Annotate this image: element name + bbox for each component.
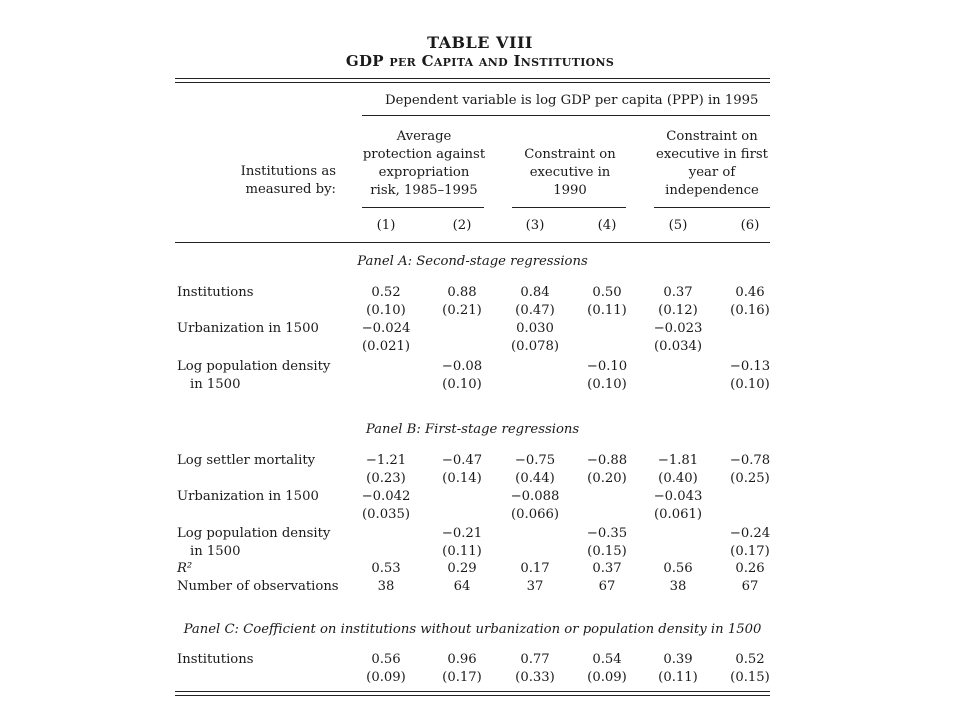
table-title: TABLE VIII: [427, 33, 533, 52]
panel_b-row-7-label: Number of observations: [177, 579, 339, 594]
panel_b-row-1-col-3: (0.44): [515, 471, 555, 486]
panel_a-row-1-col-5: (0.12): [658, 303, 698, 318]
panel_b-row-1-col-1: (0.23): [366, 471, 406, 486]
group-header-2-line1: Constraint on: [524, 147, 616, 162]
panel_a-row-1-col-6: (0.16): [730, 303, 770, 318]
panel_b-row-0-col-5: −1.81: [657, 453, 699, 468]
panel_c-row-1-col-2: (0.17): [442, 670, 482, 685]
panel_b-row-6-col-1: 0.53: [371, 561, 401, 576]
column-number-5: (5): [668, 218, 688, 233]
panel-b-title: Panel B: First-stage regressions: [365, 422, 580, 437]
panel_b-row-1-col-6: (0.25): [730, 471, 770, 486]
column-number-2: (2): [452, 218, 472, 233]
panel_b-row-4-label: Log population density: [177, 526, 331, 541]
panel_b-row-5-col-6: (0.17): [730, 544, 770, 559]
institutions-label-line1: Institutions as: [240, 164, 336, 179]
panel_b-row-7-col-5: 38: [669, 579, 687, 594]
panel_c-row-1-col-6: (0.15): [730, 670, 770, 685]
group-header-1-line2: protection against: [362, 147, 486, 162]
panel_a-row-0-col-1: 0.52: [371, 285, 401, 300]
panel_c-row-0-col-5: 0.39: [663, 652, 693, 667]
group-header-1-line3: expropriation: [378, 165, 470, 180]
panel_b-row-0-label: Log settler mortality: [177, 453, 316, 468]
bottom-rule-1: [175, 691, 770, 692]
panel_c-row-0-col-6: 0.52: [735, 652, 765, 667]
panel_a-row-2-col-1: −0.024: [361, 321, 411, 336]
column-number-1: (1): [376, 218, 396, 233]
panel_b-row-1-col-2: (0.14): [442, 471, 482, 486]
panel_a-row-5-label: in 1500: [190, 377, 241, 392]
panel_a-row-0-label: Institutions: [177, 285, 254, 300]
panel-c-title: Panel C: Coefficient on institutions without urbanization or population density in 1500: [183, 622, 762, 637]
panel_c-row-0-col-3: 0.77: [520, 652, 550, 667]
panel_b-row-7-col-6: 67: [741, 579, 759, 594]
panel_c-row-1-col-1: (0.09): [366, 670, 406, 685]
panel_a-row-0-col-6: 0.46: [735, 285, 765, 300]
table-subtitle: GDP per Capita and Institutions: [345, 52, 615, 70]
panel_b-row-4-col-6: −0.24: [729, 526, 771, 541]
panel_a-row-2-col-3: 0.030: [516, 321, 554, 336]
bottom-rule-2: [175, 695, 770, 696]
panel_b-row-1-col-5: (0.40): [658, 471, 698, 486]
panel_a-row-1-col-4: (0.11): [587, 303, 627, 318]
panel_a-row-2-label: Urbanization in 1500: [177, 321, 319, 336]
panel_b-row-3-col-3: (0.066): [510, 507, 560, 522]
dependent-variable-rule: [362, 115, 770, 116]
panel_a-row-5-col-2: (0.10): [442, 377, 482, 392]
panel_b-row-7-col-3: 37: [526, 579, 544, 594]
panel_a-row-4-label: Log population density: [177, 359, 331, 374]
group-header-1-rule: [362, 207, 484, 208]
column-number-3: (3): [525, 218, 545, 233]
panel_a-row-3-col-5: (0.034): [653, 339, 703, 354]
panel_c-row-1-col-4: (0.09): [587, 670, 627, 685]
panel_b-row-0-col-4: −0.88: [586, 453, 628, 468]
panel_b-row-7-col-4: 67: [598, 579, 616, 594]
panel_b-row-6-col-5: 0.56: [663, 561, 693, 576]
group-header-2-line2: executive in: [529, 165, 611, 180]
panel_a-row-0-col-4: 0.50: [592, 285, 622, 300]
top-rule-2: [175, 82, 770, 83]
panel_a-row-4-col-4: −0.10: [586, 359, 628, 374]
panel_a-row-5-col-4: (0.10): [587, 377, 627, 392]
panel_b-row-7-col-1: 38: [377, 579, 395, 594]
panel_a-row-2-col-5: −0.023: [653, 321, 703, 336]
panel_a-row-3-col-3: (0.078): [510, 339, 560, 354]
panel_a-row-3-col-1: (0.021): [361, 339, 411, 354]
top-rule-1: [175, 78, 770, 79]
column-number-4: (4): [597, 218, 617, 233]
panel_a-row-0-col-3: 0.84: [520, 285, 550, 300]
dependent-variable-label: Dependent variable is log GDP per capita (PPP) in 1995: [385, 93, 759, 108]
column-number-6: (6): [740, 218, 760, 233]
panel_c-row-0-label: Institutions: [177, 652, 254, 667]
panel_a-row-1-col-3: (0.47): [515, 303, 555, 318]
institutions-label-line2: measured by:: [245, 182, 336, 197]
panel_b-row-6-col-3: 0.17: [520, 561, 550, 576]
panel_b-row-6-col-4: 0.37: [592, 561, 622, 576]
panel_b-row-5-col-2: (0.11): [442, 544, 482, 559]
panel_b-row-6-label: R²: [177, 561, 193, 576]
group-header-3-line2: executive in first: [656, 147, 768, 162]
panel_b-row-2-col-1: −0.042: [361, 489, 411, 504]
panel_a-row-0-col-2: 0.88: [447, 285, 477, 300]
group-header-3-line1: Constraint on: [666, 129, 758, 144]
group-header-2-rule: [512, 207, 626, 208]
panel_c-row-0-col-4: 0.54: [592, 652, 622, 667]
panel_a-row-1-col-1: (0.10): [366, 303, 406, 318]
group-header-1-line4: risk, 1985–1995: [370, 183, 478, 198]
panel-a-title: Panel A: Second-stage regressions: [357, 254, 588, 269]
panel_b-row-4-col-4: −0.35: [586, 526, 628, 541]
panel_b-row-0-col-6: −0.78: [729, 453, 771, 468]
header-bottom-rule: [175, 242, 770, 243]
panel_a-row-0-col-5: 0.37: [663, 285, 693, 300]
panel_c-row-0-col-2: 0.96: [447, 652, 477, 667]
panel_b-row-5-col-4: (0.15): [587, 544, 627, 559]
panel_a-row-4-col-6: −0.13: [729, 359, 771, 374]
panel_c-row-1-col-5: (0.11): [658, 670, 698, 685]
group-header-3-rule: [654, 207, 770, 208]
panel_c-row-1-col-3: (0.33): [515, 670, 555, 685]
panel_b-row-0-col-1: −1.21: [365, 453, 407, 468]
panel_c-row-0-col-1: 0.56: [371, 652, 401, 667]
group-header-3-line3: year of: [688, 165, 736, 180]
panel_b-row-6-col-2: 0.29: [447, 561, 477, 576]
panel_a-row-5-col-6: (0.10): [730, 377, 770, 392]
group-header-1-line1: Average: [396, 129, 452, 144]
panel_b-row-2-col-3: −0.088: [510, 489, 560, 504]
group-header-3-line4: independence: [665, 183, 759, 198]
panel_b-row-2-label: Urbanization in 1500: [177, 489, 319, 504]
panel_b-row-0-col-2: −0.47: [441, 453, 483, 468]
panel_b-row-0-col-3: −0.75: [514, 453, 556, 468]
panel_b-row-3-col-5: (0.061): [653, 507, 703, 522]
group-header-2-line3: 1990: [553, 183, 587, 198]
panel_b-row-2-col-5: −0.043: [653, 489, 703, 504]
panel_b-row-4-col-2: −0.21: [441, 526, 483, 541]
panel_b-row-7-col-2: 64: [453, 579, 471, 594]
panel_b-row-5-label: in 1500: [190, 544, 241, 559]
panel_a-row-4-col-2: −0.08: [441, 359, 483, 374]
panel_b-row-6-col-6: 0.26: [735, 561, 765, 576]
panel_a-row-1-col-2: (0.21): [442, 303, 482, 318]
panel_b-row-1-col-4: (0.20): [587, 471, 627, 486]
panel_b-row-3-col-1: (0.035): [361, 507, 411, 522]
